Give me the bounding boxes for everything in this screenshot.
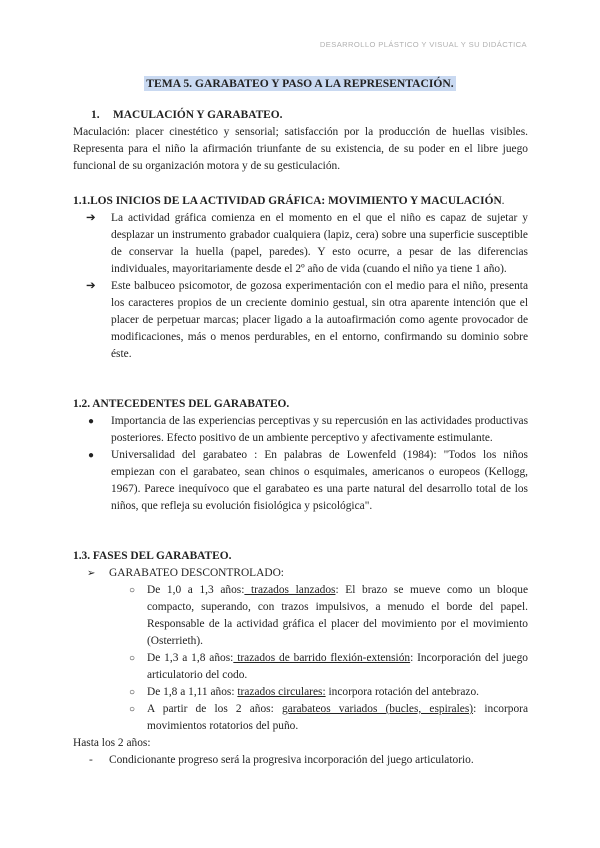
circle-bullet-icon: ○ [129,687,136,698]
circle-bullet-icon: ○ [129,585,136,596]
arrow-right-icon: ➔ [86,212,96,224]
title-wrap [0,75,600,93]
list-item [73,210,528,278]
section-1-1-title-period: . [501,195,505,207]
list-item [73,447,528,515]
list-item-text: Importancia de las experiencias perceptivas y su repercusión en las actividades productivas posteriores. Efecto positivo de un ambiente perceptivo y afectivamente estimulante. [111,415,528,444]
section-1-1 [73,193,528,363]
section-1-3-heading: 1.3. FASES DEL GARABATEO. [73,550,232,562]
phase-heading [73,565,528,582]
stage-term: trazados lanzados [244,584,336,596]
stage-age: De 1,8 a 1,11 años: [147,686,238,698]
list-item [73,413,528,447]
stage-description: incorpora rotación del antebrazo. [325,686,479,698]
bullet-icon: ● [88,450,95,461]
stage-description: : incorpora movimientos rotatorios del puño. [147,703,529,732]
circle-bullet-icon: ○ [129,704,136,715]
stage-term: trazados de barrido flexión-extensión [233,652,411,664]
section-1-2-list [73,413,528,515]
list-item-text: Este balbuceo psicomotor, de gozosa experimentación con el medio para el niño, presenta los caracteres propios de un creciente dominio gestual, sin otra aparente intención que el placer de perpetuar marcas; placer ligado a la autoafirmación como agente provocador de modificaciones, más o menos perdurables, en el entorno, confirmando su dominio sobre éste. [111,280,528,360]
stage-age: De 1,3 a 1,8 años: [147,652,234,664]
section-1-1-title: 1.1.LOS INICIOS DE LA ACTIVIDAD GRÁFICA: MOVIMIENTO Y MACULACIÓN [73,195,502,207]
stage-description: : Incorporación del juego articulatorio del codo. [147,652,528,681]
running-header: DESARROLLO PLÁSTICO Y VISUAL Y SU DIDÁCTICA [319,40,527,49]
stage-term: trazados circulares: [237,686,326,698]
until-label: Hasta los 2 años: [73,737,151,749]
arrowhead-icon: ➢ [87,568,96,579]
section-1-2-heading: 1.2. ANTECEDENTES DEL GARABATEO. [73,398,290,410]
section-1 [73,107,528,175]
list-item [73,582,528,650]
list-item [73,684,528,701]
stage-term: garabateos variados (bucles, espirales) [281,703,474,715]
section-1-heading [73,107,528,124]
list-item [73,650,528,684]
section-1-paragraph: Maculación: placer cinestético y sensorial; satisfacción por la producción de huellas visibles. Representa para el niño la afirmación triunfante de su existencia, de su poder en el libre juego funcional de su organización motora y de su gesticulación. [73,126,528,172]
circle-bullet-icon: ○ [129,653,136,664]
list-item [73,701,528,735]
section-1-1-list [73,210,528,363]
bullet-icon: ● [88,416,95,427]
section-1-title: MACULACIÓN Y GARABATEO. [113,109,283,121]
list-item-text: La actividad gráfica comienza en el momento en el que el niño es capaz de sujetar y desplazar un instrumento grabador cualquiera (lapiz, cera) sobre una superficie susceptible de conservar la huella (papel, paredes). Y esto ocurre, a pesar de las diferencias individuales, mayoritariamente desde el 2º año de vida (cuando el niño ya tiene 1 año). [111,212,528,275]
section-1-3 [73,548,528,769]
phase-title: GARABATEO DESCONTROLADO: [109,567,284,579]
stages-list [73,582,528,735]
list-item [73,278,528,363]
arrow-right-icon: ➔ [86,280,96,292]
section-1-number: 1. [91,109,100,121]
conclusion-line [73,752,528,769]
page-title: TEMA 5. GARABATEO Y PASO A LA REPRESENTACIÓN. [146,77,454,90]
stage-description: : El brazo se mueve como un bloque compacto, superando, con trazos impulsivos, a menudo el borde del papel. Responsable de la actividad gráfica el placer del movimiento por el movimiento (Osterrieth). [147,584,528,647]
section-1-1-heading [73,193,528,210]
stage-age: De 1,0 a 1,3 años: [147,584,245,596]
section-1-2 [73,396,528,515]
list-item-text: Universalidad del garabateo : En palabras de Lowenfeld (1984): "Todos los niños empiezan con el garabateo, sean chinos o esquimales, americanos o europeos (Kellogg, 1967). Parece inequívoco que el garabateo es una parte natural del desarrollo total de los niños, que refleja su evolución fisiológica y psicológica". [111,449,528,512]
dash-icon: - [89,754,93,766]
conclusion-text: Condicionante progreso será la progresiva incorporación del juego articulatorio. [109,754,474,766]
stage-age: A partir de los 2 años: [147,703,282,715]
